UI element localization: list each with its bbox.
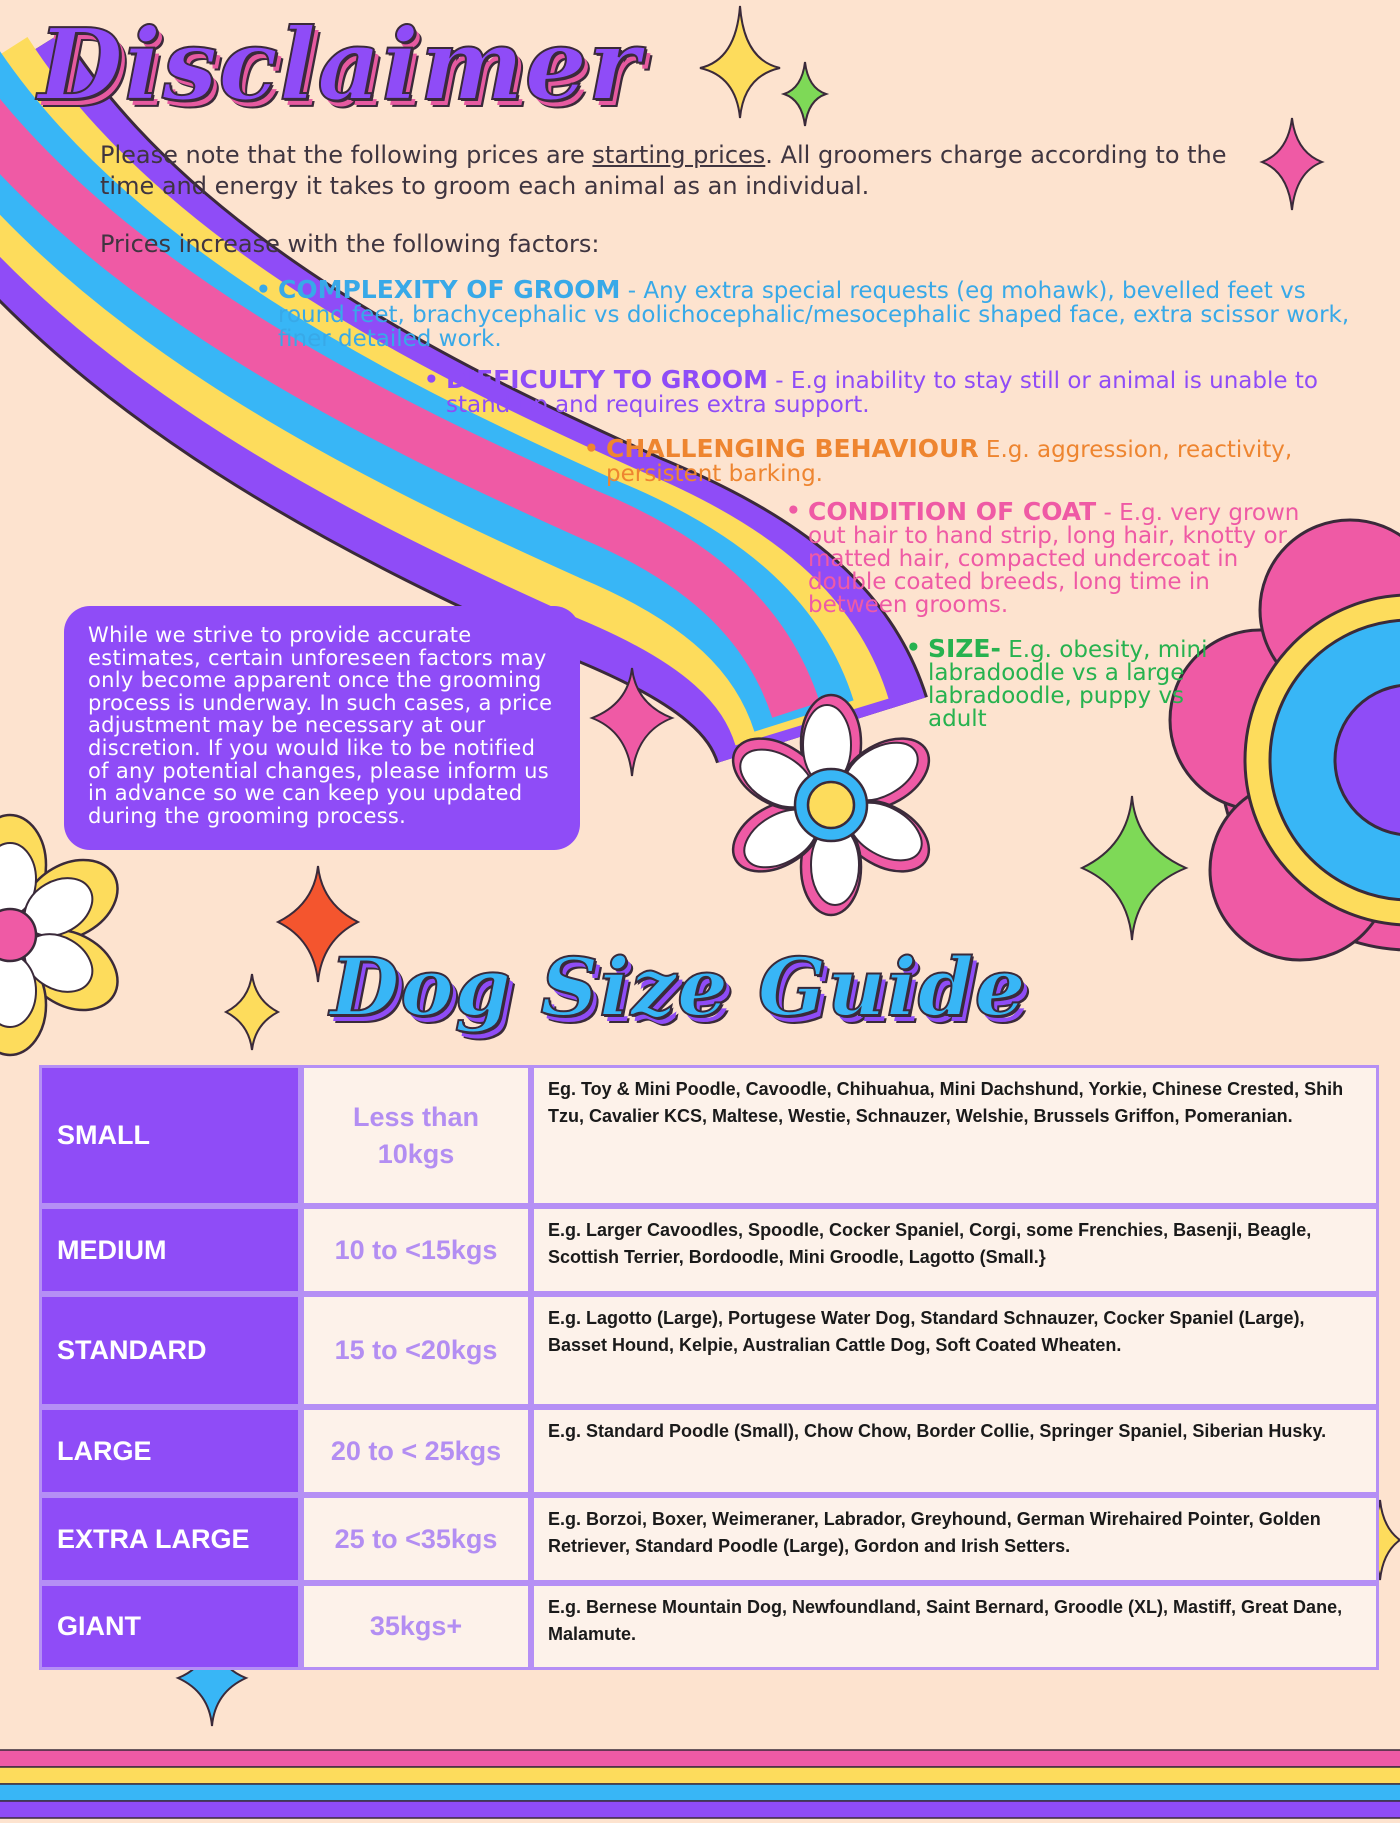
size-name-cell: MEDIUM [39,1206,301,1294]
factor-heading: CONDITION OF COAT [808,497,1097,526]
weight-cell: 25 to <35kgs [301,1495,531,1583]
estimate-note-box [64,606,580,850]
size-name-cell: LARGE [39,1407,301,1495]
sparkle-pink-icon [1262,118,1322,210]
bullet-icon: • [424,367,439,393]
weight-cell: 15 to <20kgs [301,1294,531,1407]
size-guide-title: Dog Size Guide [330,940,1027,1034]
table-row [39,1407,1379,1495]
factor-text: - Any extra special requests (eg mohawk), bevelled feet vs round feet, brachycephalic vs dolichocephalic/mesocephalic shaped face, extra scissor work, finer detailed work. [278,278,1350,352]
size-name-cell: SMALL [39,1065,301,1206]
sparkle-green-small-icon [784,62,826,126]
examples-cell: E.g. Standard Poodle (Small), Chow Chow, Border Collie, Springer Spaniel, Siberian Husky. [531,1407,1379,1495]
sparkle-yellow-small-icon [226,974,278,1050]
factor-heading: SIZE- [928,634,1001,663]
table-row [39,1065,1379,1206]
examples-cell: E.g. Bernese Mountain Dog, Newfoundland, Saint Bernard, Groodle (XL), Mastiff, Great Dane, Malamute. [531,1583,1379,1670]
intro-text-part: . All groomers charge according to the time and energy it takes to groom each animal as an individual. [100,141,1227,200]
table-row [39,1206,1379,1294]
bullet-icon: • [786,498,801,524]
factor-difficulty [424,365,1386,418]
intro-text-part: Please note that the following prices are [100,141,593,169]
sparkle-yellow-icon [700,6,780,118]
factor-text: E.g. obesity, mini labradoodle vs a large labradoodle, puppy vs adult [928,637,1208,732]
disclaimer-title: Disclaimer [38,8,641,123]
weight-cell: 35kgs+ [301,1583,531,1670]
factor-heading: COMPLEXITY OF GROOM [278,275,621,304]
table-row [39,1495,1379,1583]
examples-cell: E.g. Larger Cavoodles, Spoodle, Cocker Spaniel, Corgi, some Frenchies, Basenji, Beagle, Scottish Terrier, Bordoodle, Mini Groodle, Lagotto (Small.} [531,1206,1379,1294]
size-name-cell: STANDARD [39,1294,301,1407]
estimate-note-text: While we strive to provide accurate estimates, certain unforeseen factors may only become apparent once the grooming process is underway. In such cases, a price adjustment may be necessary at our discretion. If you would like to be notified of any potential changes, please inform us in advance so we can keep you updated during the grooming process. [88,623,553,828]
intro-text [100,140,1260,202]
bullet-icon: • [256,277,271,303]
factor-behaviour [584,434,1376,487]
left-flower-icon [0,815,132,1055]
weight-cell: 20 to < 25kgs [301,1407,531,1495]
factor-heading: CHALLENGING BEHAVIOUR [606,434,979,463]
table-row [39,1294,1379,1407]
weight-cell [301,1065,531,1206]
sparkle-green-icon [1082,796,1186,940]
factor-complexity [256,275,1368,352]
starting-prices-emphasis: starting prices [592,141,766,169]
examples-cell: E.g. Lagotto (Large), Portugese Water Dog, Standard Schnauzer, Cocker Spaniel (Large), Basset Hound, Kelpie, Australian Cattle Dog, Soft Coated Wheaten. [531,1294,1379,1407]
table-row [39,1583,1379,1670]
factor-size [906,634,1248,732]
examples-cell: E.g. Borzoi, Boxer, Weimeraner, Labrador, Greyhound, German Wirehaired Pointer, Golden Retriever, Standard Poodle (Large), Gordon and Irish Setters. [531,1495,1379,1583]
factor-heading: DIFFICULTY TO GROOM [446,365,768,394]
factor-text: E.g. aggression, reactivity, persistent barking. [606,437,1293,487]
bottom-stripes-icon [0,1750,1400,1818]
factor-coat [786,497,1308,618]
size-name-cell: EXTRA LARGE [39,1495,301,1583]
factor-text: - E.g inability to stay still or animal is unable to stand-up and requires extra support. [446,368,1318,418]
bullet-icon: • [906,635,921,661]
prices-intro: Prices increase with the following factors: [100,230,600,258]
factor-text: - E.g. very grown out hair to hand strip, long hair, knotty or matted hair, compacted undercoat in double coated breeds, long time in between grooms. [808,500,1300,618]
weight-value: Less than 10kgs [352,1101,480,1169]
bullet-icon: • [584,436,599,462]
weight-cell: 10 to <15kgs [301,1206,531,1294]
size-guide-table [39,1065,1379,1670]
examples-cell: Eg. Toy & Mini Poodle, Cavoodle, Chihuahua, Mini Dachshund, Yorkie, Chinese Crested, Shih Tzu, Cavalier KCS, Maltese, Westie, Schnauzer, Welshie, Brussels Griffon, Pomeranian. [531,1065,1379,1206]
size-name-cell: GIANT [39,1583,301,1670]
